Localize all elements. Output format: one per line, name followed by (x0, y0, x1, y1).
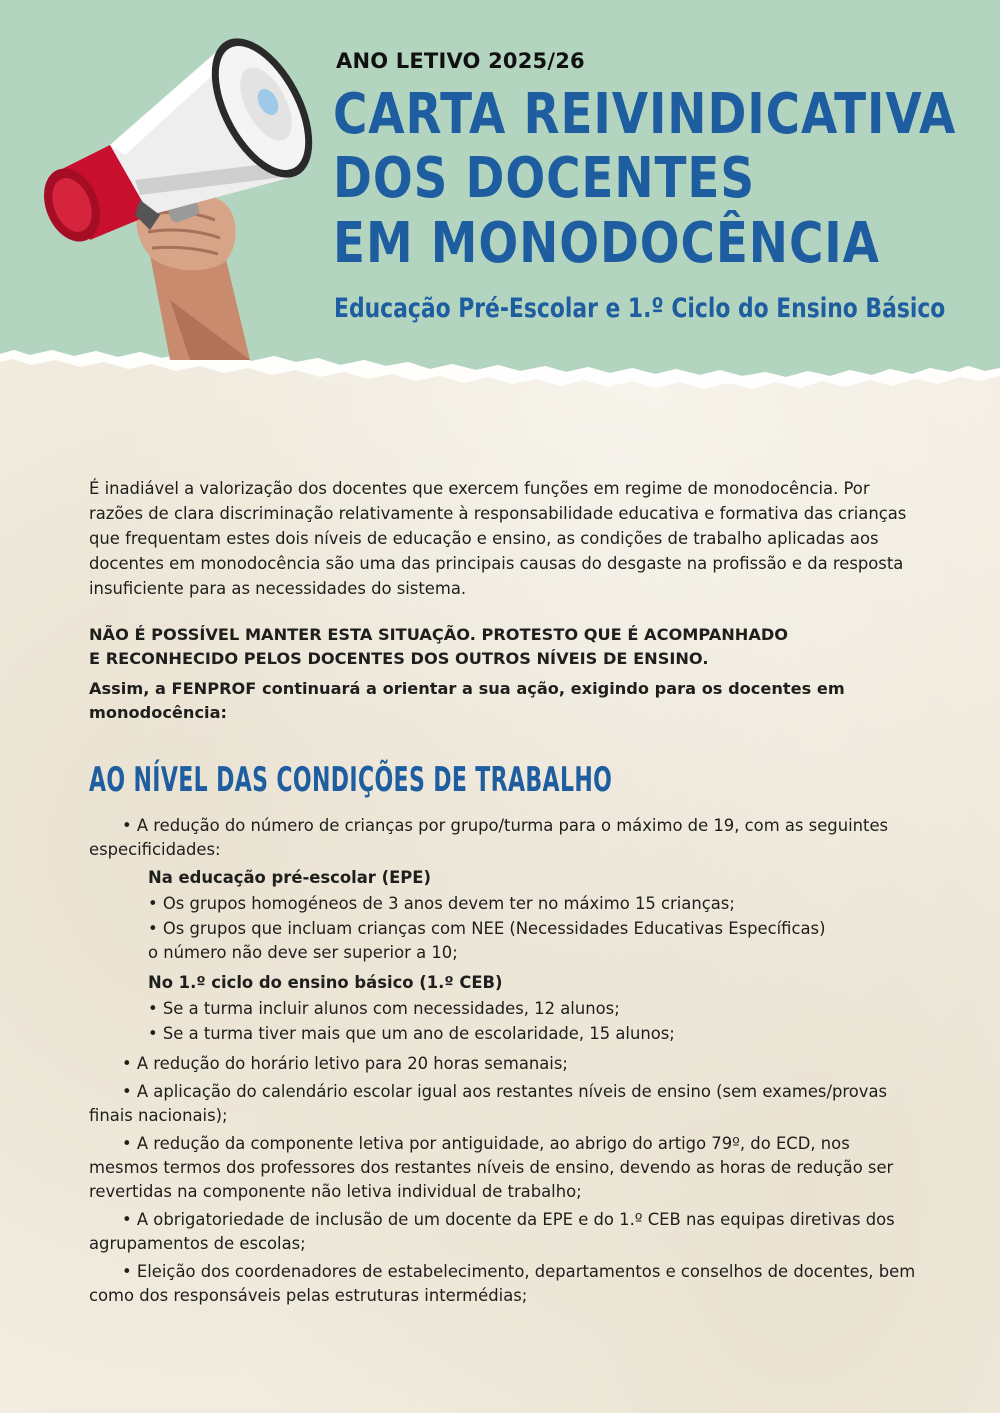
list-item: • A redução do número de crianças por grupo/turma para o máximo de 19, com as seguintes especificidades: (89, 816, 889, 859)
section-title: AO NÍVEL DAS CONDIÇÕES DE TRABALHO (89, 760, 613, 800)
epe-bullet-line-1: • Os grupos que incluam crianças com NEE (Necessidades Educativas Específicas) (148, 919, 826, 938)
protest-statement (89, 623, 919, 671)
title-line-1: CARTA REIVINDICATIVA (333, 82, 957, 147)
fenprof-statement: Assim, a FENPROF continuará a orientar a sua ação, exigindo para os docentes em monodocência: (89, 679, 845, 722)
list-item: • A redução do horário letivo para 20 horas semanais; (122, 1054, 568, 1073)
ceb-block (148, 971, 919, 1046)
list-item: • A aplicação do calendário escolar igual aos restantes níveis de ensino (sem exames/provas finais nacionais); (89, 1082, 888, 1125)
epe-bullet: • Os grupos homogéneos de 3 anos devem ter no máximo 15 crianças; (148, 894, 735, 913)
epe-bullet (148, 917, 919, 965)
ceb-bullet: • Se a turma incluir alunos com necessidades, 12 alunos; (148, 999, 620, 1018)
subtitle: Educação Pré-Escolar e 1.º Ciclo do Ensino Básico (334, 293, 946, 324)
sub-specifications (148, 866, 919, 1046)
list-item: • Eleição dos coordenadores de estabelecimento, departamentos e conselhos de docentes, bem como dos responsáveis pelas estruturas intermédias; (89, 1262, 916, 1305)
protest-line-2: E RECONHECIDO PELOS DOCENTES DOS OUTROS NÍVEIS DE ENSINO. (89, 649, 709, 668)
ceb-bullet: • Se a turma tiver mais que um ano de escolaridade, 15 alunos; (148, 1024, 675, 1043)
intro-section (89, 476, 919, 725)
school-year: ANO LETIVO 2025/26 (336, 49, 585, 73)
list-item: • A redução da componente letiva por antiguidade, ao abrigo do artigo 79º, do ECD, nos mesmos termos dos professores dos restantes níveis de ensino, devendo as horas de redução ser revertidas na componente não letiva individual de trabalho; (89, 1134, 894, 1201)
epe-block (148, 866, 919, 965)
megaphone-illustration (0, 0, 330, 360)
epe-heading: Na educação pré-escolar (EPE) (148, 868, 431, 887)
demands-list (89, 814, 919, 1312)
list-item: • A obrigatoriedade de inclusão de um docente da EPE e do 1.º CEB nas equipas diretivas dos agrupamentos de escolas; (89, 1210, 895, 1253)
protest-line-1: NÃO É POSSÍVEL MANTER ESTA SITUAÇÃO. PROTESTO QUE É ACOMPANHADO (89, 625, 789, 644)
ceb-heading: No 1.º ciclo do ensino básico (1.º CEB) (148, 973, 503, 992)
intro-paragraph: É inadiável a valorização dos docentes que exercem funções em regime de monodocência. Por razões de clara discriminação relativamente à responsabilidade educativa e formativa das crianças que frequentam estes dois níveis de educação e ensino, as condições de trabalho aplicadas aos docentes em monodocência são uma das principais causas do desgaste na profissão e da resposta insuficiente para as necessidades do sistema. (89, 479, 907, 598)
title-line-2: DOS DOCENTES (333, 146, 756, 211)
epe-bullet-line-2: o número não deve ser superior a 10; (148, 943, 458, 962)
title-line-3: EM MONODOCÊNCIA (333, 211, 880, 276)
